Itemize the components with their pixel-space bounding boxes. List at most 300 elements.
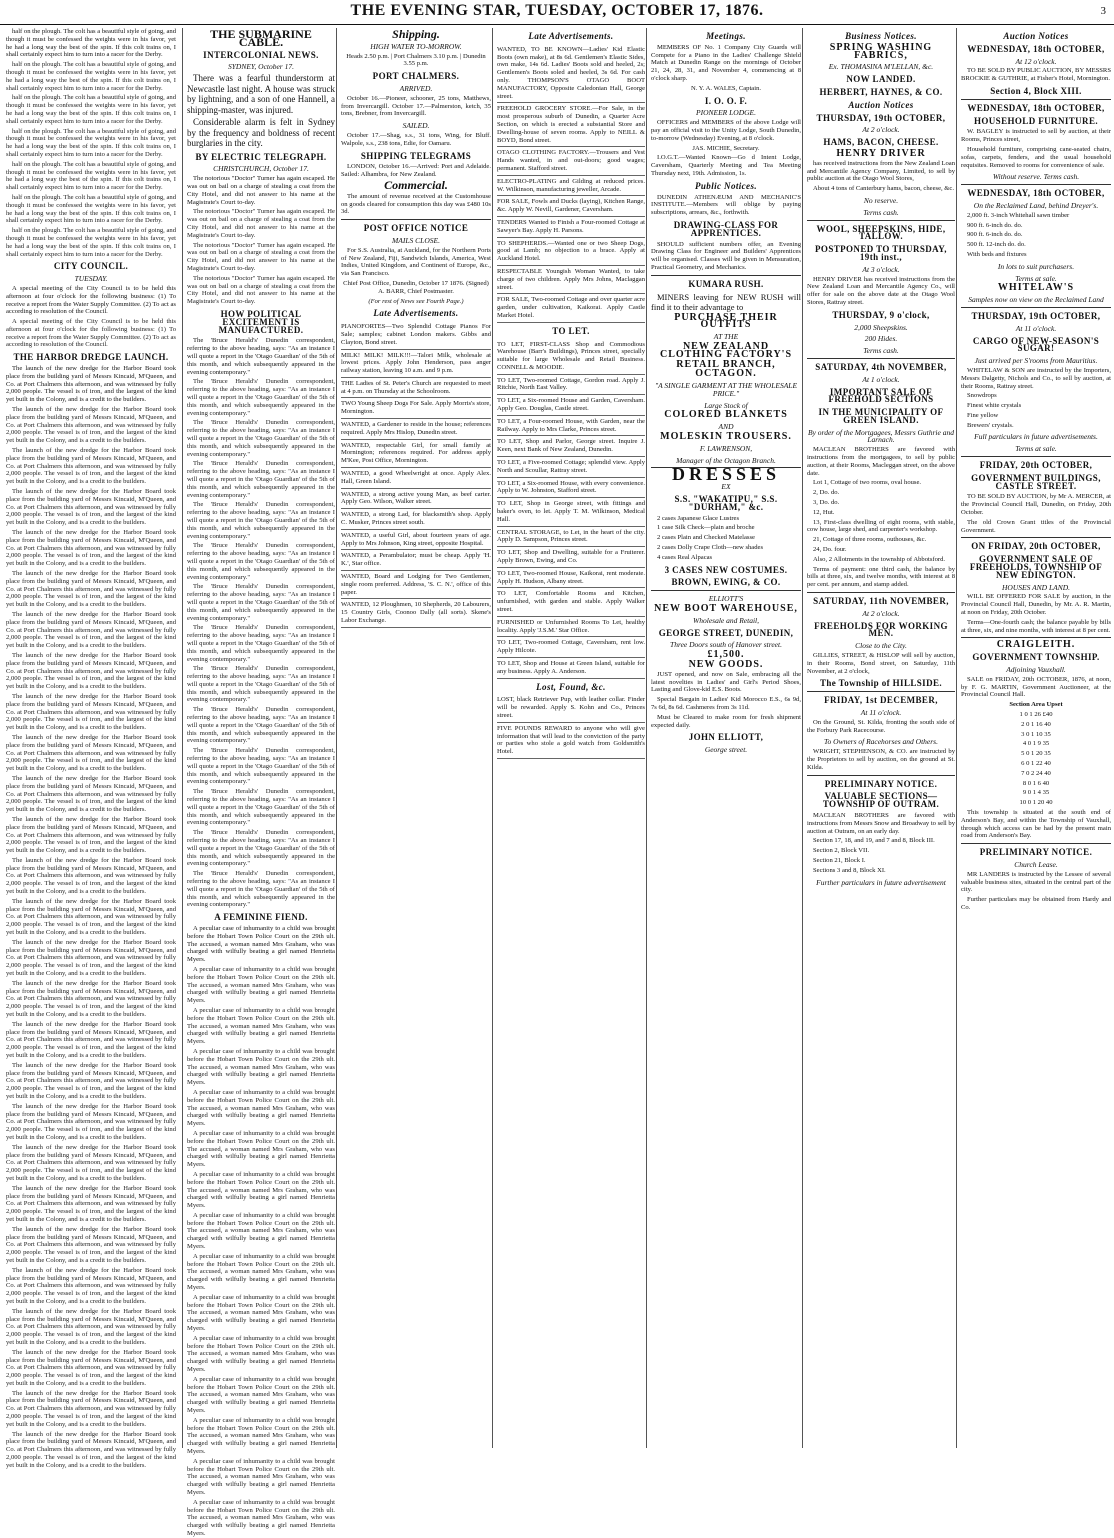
miners-text: MINERS leaving for NEW RUSH will find it to their advantage to <box>651 291 801 312</box>
at-the: AT THE <box>713 332 739 342</box>
divider <box>961 637 1111 638</box>
divider <box>961 307 1111 308</box>
port-chalmers-heading: PORT CHALMERS. <box>372 71 460 82</box>
cleared-notice: Must be Cleared to make room for fresh shipment expected daily. <box>651 713 801 729</box>
racecourse-text: On the Ground, St. Kilda, fronting the south side of the Forbury Park Racecourse. <box>807 718 955 734</box>
church-lease: Church Lease. <box>1014 859 1058 869</box>
launch-text-cont: The launch of the new dredge for the Harbor Board took place from the building yard of Messrs Kincaid, M'Queen, and Co. at Port Chalmers this afternoon, and was witnessed by fully 2,000 people. The vessel is of iron, and the largest of the kind yet built in the Colony, and is a credit to the builders. <box>6 1061 176 1100</box>
amount: £1,500. <box>707 649 745 661</box>
postmaster-signature: Chief Post Office, Dunedin, October 17 1876. (Signed) A. BARR, Chief Postmaster. <box>343 279 489 295</box>
divider <box>807 592 955 593</box>
newspaper-columns <box>6 27 1111 1537</box>
athenaeum-notice: DUNEDIN ATHENÆUM AND MECHANIC'S INSTITUTE.—Members will oblige by paying subscriptions, arrears, &c., forthwith. <box>651 193 801 217</box>
launch-text-cont: The launch of the new dredge for the Harbor Board took place from the building yard of Messrs Kincaid, M'Queen, and Co. at Port Chalmers this afternoon, and was witnessed by fully 2,000 people. The vessel is of iron, and the largest of the kind yet built in the Colony, and is a credit to the builders. <box>6 529 176 568</box>
classified-ad: FREEHOLD GROCERY STORE.—For Sale, in the most prosperous suburb of Dunedin, a Quarter Acre Section, on which is erected a substantial Store and Dwelling-house of seven rooms. Apply to NEILL & BOYD, Bond street. <box>497 103 645 147</box>
sheepskins: 2,000 Sheepskins. <box>854 322 908 332</box>
drawing-class-heading: DRAWING-CLASS FOR APPRENTICES. <box>673 219 779 238</box>
public-auction-text: TO BE SOLD BY PUBLIC AUCTION, BY MESSRS BROCKIE & GUTHRIE, at Fisher's Hotel, Mornington. <box>961 67 1111 83</box>
sale-friday-text: SALE on FRIDAY, 20th OCTOBER, 1876, at noon, by F. G. MARTIN, Government Auctioneer, at the Provincial Council Hall. <box>961 675 1111 699</box>
auction-time: At 2 o'clock. <box>862 608 900 618</box>
christchurch-text-cont: The notorious "Doctor" Turner has again escaped. He was out on bail on a charge of stealing a coat from the City Hotel, and did not answer to his name at the Magistrate's Court to-day. <box>187 208 335 239</box>
racing-notes-cont: half on the plough. The colt has a beautiful style of going, and though it must be confessed the weights were in his favor, yet he had a long way the best of the spin. If this colt trains on, I shall certainly expect him to turn into a racer for the Derby. <box>6 160 176 192</box>
tide-table: Heads 2.50 p.m. | Port Chalmers 3.10 p.m. | Dunedin 3.55 p.m. <box>346 52 486 68</box>
to-let-ad: FURNISHED or Unfurnished Rooms To Let, healthy locality. Apply 'J.S.M.' Star Office. <box>497 617 645 638</box>
classified-ad: FOR SALE, Fowls and Ducks (laying), Kitchen Range, &c. Apply W. Nevill, Gardener, Caversham. <box>497 196 645 217</box>
fiend-text-cont: A peculiar case of inhumanity to a child was brought before the Hobart Town Police Court on the 29th ult. The accused, a woman named Mrs Graham, who was charged with wilfully beating a girl named Henrietta Myers. <box>187 1211 335 1251</box>
large-stock: Large Stock of <box>704 400 748 410</box>
classified-ad: THE Ladies of St. Peter's Church are requested to meet at 4 p.m. on Thursday at the Schoolroom. <box>341 378 491 399</box>
political-text-cont: The 'Bruce Herald's' Dunedin correspondent, referring to the above heading, says: "As an instance I will quote a report in the 'Otago Guardian' of the 5th of this month, and which subsequently appeared in the evening contemporary." <box>187 583 335 622</box>
classified-ad: WANTED, TO BE KNOWN—Ladies' Kid Elastic Boots (own make), at 8s 6d. Gentlemen's Elastic Sides, own make, 14s 6d. Ladies' Boots sold and heeled, 2s; Gentlemen's Boots soled and heeled, 3s 6d. For cash only. THOMPSON'S OTAGO BOOT MANUFACTORY, Opposite Caledonian Hall, George street. <box>497 44 645 104</box>
bagley-text: W. BAGLEY is instructed to sell by auction, at their Rooms, Princes street, <box>961 128 1111 144</box>
auction-time: At 11 o'clock. <box>860 708 902 717</box>
furniture-text: Household furniture, comprising cane-seated chairs, sofas, carpets, fenders, and the usual household requisites. Removed to rooms for convenience of sale. <box>961 145 1111 169</box>
political-text-cont: The 'Bruce Herald's' Dunedin correspondent, referring to the above heading, says: "As an instance I will quote a report in the 'Otago Guardian' of the 5th of this month, and which subsequently appeared in the evening contemporary." <box>187 419 335 458</box>
launch-text-cont: The launch of the new dredge for the Harbor Board took place from the building yard of Messrs Kincaid, M'Queen, and Co. at Port Chalmers this afternoon, and was witnessed by fully 2,000 people. The vessel is of iron, and the largest of the kind yet built in the Colony, and is a credit to the builders. <box>6 1430 176 1469</box>
fiend-text-cont: A peculiar case of inhumanity to a child was brought before the Hobart Town Police Court on the 29th ult. The accused, a woman named Mrs Graham, who was charged with wilfully beating a girl named Henrietta Myers. <box>187 1129 335 1169</box>
dress-item: 1 case Silk Check—plain and broche <box>657 524 755 532</box>
council-text-cont: A special meeting of the City Council is to be held this afternoon at four o'clock for the following business: (1) To receive a report from the Water Supply Committee. (2) To act as according to resolution of the Council. <box>6 318 176 349</box>
auction-date: FRIDAY, 20th OCTOBER, <box>979 460 1093 471</box>
launch-text-cont: The launch of the new dredge for the Harbor Board took place from the building yard of Messrs Kincaid, M'Queen, and Co. at Port Chalmers this afternoon, and was witnessed by fully 2,000 people. The vessel is of iron, and the largest of the kind yet built in the Colony, and is a credit to the builders. <box>6 447 176 486</box>
drawing-class-text: SHOULD sufficient numbers offer, an Evening Drawing Class for Engineer and Builders' Apprentices will be organised. Classes will be given in Mensuration, Practical Geometry, and Mechanics. <box>651 240 801 271</box>
masthead <box>0 0 1114 25</box>
political-text-cont: The 'Bruce Herald's' Dunedin correspondent, referring to the above heading, says: "As an instance I will quote a report in the 'Otago Guardian' of the 5th of this month, and which subsequently appeared in the evening contemporary." <box>187 542 335 581</box>
fiend-text-cont: A peculiar case of inhumanity to a child was brought before the Hobart Town Police Court on the 29th ult. The accused, a woman named Mrs Graham, who was charged with wilfully beating a girl named Henrietta Myers. <box>187 1006 335 1046</box>
sections-table-row: 3 0 1 10 35 <box>1021 730 1051 738</box>
terms-at-sale: Terms at sale. <box>1015 273 1057 283</box>
owners-racehorses: To Owners of Racehorses and Others. <box>824 737 938 747</box>
sale-lot: 2, Do. do. <box>813 489 840 497</box>
household-furniture: HOUSEHOLD FURNITURE. <box>973 115 1098 126</box>
further-particulars: Further particulars in future advertisement <box>816 877 946 887</box>
and-text: AND <box>718 422 734 432</box>
terms-payment: Terms of payment: one third cash, the balance by bills at three, six, and twelve months, with interest at 8 per cent. per annum, and stamp added. <box>807 565 955 589</box>
dress-item: 2 cases Japanese Glace Lustres <box>657 514 740 522</box>
launch-text-cont: The launch of the new dredge for the Harbor Board took place from the building yard of Messrs Kincaid, M'Queen, and Co. at Port Chalmers this afternoon, and was witnessed by fully 2,000 people. The vessel is of iron, and the largest of the kind yet built in the Colony, and is a credit to the builders. <box>6 1184 176 1223</box>
offered-text: WILL BE OFFERED FOR SALE by auction, in the Provincial Council Hall, Dunedin, by Mr. A. R. Martin, at noon on Friday, 20th October. <box>961 593 1111 617</box>
to-let-ad: TO LET, Shop and House at Green Island, suitable for any business. Apply A. Anderson. <box>497 658 645 679</box>
racing-notes-cont: half on the plough. The colt has a beautiful style of going, and though it must be confessed the weights were in his favor, yet he had a long way the best of the spin. If this colt trains on, I shall certainly expect him to turn into a racer for the Derby. <box>6 94 176 125</box>
crown-grants-text: The old Crown Grant titles of the Provincial Government. <box>961 518 1111 534</box>
purchase-outfits: PURCHASE THEIR OUTFITS <box>674 311 778 331</box>
manager-title: Manager of the Octagon Branch. <box>676 455 776 465</box>
political-text-cont: The 'Bruce Herald's' Dunedin correspondent, referring to the above heading, says: "As an instance I will quote a report in the 'Otago Guardian' of the 5th of this month, and which subsequently appeared in the evening contemporary." <box>187 501 335 540</box>
to-let-ad: TO LET, Two-roomed House, Kaikorai, rent moderate. Apply H. Hudson, Albany street. <box>497 568 645 589</box>
fiend-text: A peculiar case of inhumanity to a child was brought before the Hobart Town Police Court on the 29th ult. The accused, a woman named Mrs Graham, who was charged with wilfully beating a girl named Henrietta Myers. <box>187 925 335 964</box>
heading-feminine-fiend: A FEMININE FIEND. <box>214 912 308 923</box>
heading-submarine-cable: THE SUBMARINE CABLE. <box>210 27 312 49</box>
whitelaw-text: WHITELAW & SON are instructed by the Importers, Messrs Dalgetty, Nichols and Co., to sell by auction, at their Rooms, Rattray street. <box>961 366 1111 390</box>
close-to-city: Close to the City. <box>855 641 907 651</box>
arrivals-text: October 16.—Pioneer, schooner, 25 tons, Matthews, from Invercargill. October 17.—Palmerston, ketch, 35 tons, Brebner, from Invercargill. <box>341 94 491 118</box>
sections-table-row: 5 0 1 20 35 <box>1021 750 1051 758</box>
terms-text: Terms—One-fourth cash; the balance payable by bills at three, six, and nine months, with interest at 8 per cent. <box>961 618 1111 634</box>
auction-time: At 1 o'clock. <box>862 374 900 384</box>
mails-close-heading: MAILS CLOSE. <box>392 235 440 245</box>
wool-heading: WOOL, SHEEPSKINS, HIDE, TALLOW. <box>816 223 946 242</box>
timber-lot: 2,000 ft. 3-inch Whitehall sawn timber <box>967 211 1070 219</box>
divider <box>341 219 491 220</box>
government-township: GOVERNMENT TOWNSHIP. <box>972 652 1100 663</box>
divider <box>651 275 801 276</box>
divider <box>807 775 955 776</box>
to-let-ad: TO LET, Two-roomed Cottage, Gordon road. Apply J. Ritchie, North East Valley. <box>497 375 645 396</box>
heading-telegraph: BY ELECTRIC TELEGRAPH. <box>195 151 327 162</box>
public-notices-heading: Public Notices. <box>695 180 757 191</box>
nz-clothing-factory: NEW ZEALAND CLOTHING FACTORY'S <box>659 340 793 360</box>
to-let-ad: TO LET, Shop in George street, with fittings and baker's oven, to let. Apply T. M. Wilkinson, Medical Hall. <box>497 498 645 526</box>
divider <box>807 691 955 692</box>
fiend-text-cont: A peculiar case of inhumanity to a child was brought before the Hobart Town Police Court on the 29th ult. The accused, a woman named Mrs Graham, who was charged with wilfully beating a girl named Henrietta Myers. <box>187 1334 335 1374</box>
ships-list: S.S. "WAKATIPU," S.S. "DURHAM," &c. <box>674 494 778 512</box>
wright-text: WRIGHT, STEPHENSON, & CO. are instructed by the Proprietors to sell by auction, on the ground at St. Kilda. <box>807 748 955 771</box>
fiend-text-cont: A peculiar case of inhumanity to a child was brought before the Hobart Town Police Court on the 29th ult. The accused, a woman named Mrs Graham, who was charged with wilfully beating a girl named Henrietta Myers. <box>187 1170 335 1210</box>
column-1 <box>6 28 176 1469</box>
township-text: This township is situated at the south end of Anderson's Bay, and within the Township of Vauxhall, through which access can be had by the present main road from Anderson's Bay. <box>961 808 1111 840</box>
auction-time: At 3 o'clock. <box>862 264 900 274</box>
city-guards-notice: MEMBERS OF No. 1 Company City Guards will Compete for a Piano in the Ladies' Challenge Shield Match at Dunedin Range on the mornings of October 21, 24, 28, 31, and November 4, commencing at 8 o'clock sharp. <box>651 43 801 82</box>
racing-notes: half on the plough. The colt has a beautiful style of going, and though it must be confessed the weights were in his favor, yet he had a long way the best of the spin. If this colt trains on, I shall certainly expect him to turn into a racer for the Derby. <box>6 28 176 59</box>
to-let-ad: TO LET, Shop and Dwelling, suitable for a Fruiterer. Apply Brown, Ewing, and Co. <box>497 547 645 568</box>
heading-commercial: Commercial. <box>384 177 448 192</box>
divider <box>961 537 1111 538</box>
launch-text-cont: The launch of the new dredge for the Harbor Board took place from the building yard of Messrs Kincaid, M'Queen, and Co. at Port Chalmers this afternoon, and was witnessed by fully 2,000 people. The vessel is of iron, and the largest of the kind yet built in the Colony, and is a credit to the builders. <box>6 897 176 937</box>
fiend-text-cont: A peculiar case of inhumanity to a child was brought before the Hobart Town Police Court on the 29th ult. The accused, a woman named Mrs Graham, who was charged with wilfully beating a girl named Henrietta Myers. <box>187 1375 335 1415</box>
meetings-heading: Meetings. <box>706 31 746 41</box>
launch-text-cont: The launch of the new dredge for the Harbor Board took place from the building yard of Messrs Kincaid, M'Queen, and Co. at Port Chalmers this afternoon, and was witnessed by fully 2,000 people. The vessel is of iron, and the largest of the kind yet built in the Colony, and is a credit to the builders. <box>6 1389 176 1428</box>
heading-dredge-launch: THE HARBOR DREDGE LAUNCH. <box>13 352 169 363</box>
launch-text-cont: The launch of the new dredge for the Harbor Board took place from the building yard of Messrs Kincaid, M'Queen, and Co. at Port Chalmers this afternoon, and was witnessed by fully 2,000 people. The vessel is of iron, and the largest of the kind yet built in the Colony, and is a credit to the builders. <box>6 1020 176 1060</box>
racing-notes-cont: half on the plough. The colt has a beautiful style of going, and though it must be confessed the weights were in his favor, yet he had a long way the best of the spin. If this colt trains on, I shall certainly expect him to turn into a racer for the Derby. <box>6 61 176 92</box>
to-let-ad: CENTRAL STORAGE, to Let, in the heart of the city. Apply D. Sampson, Princes street. <box>497 527 645 548</box>
classified-ad: WANTED, a Perambulator; must be cheap. Apply 'H. K.', Star office. <box>341 550 491 571</box>
launch-text-cont: The launch of the new dredge for the Harbor Board took place from the building yard of Messrs Kincaid, M'Queen, and Co. at Port Chalmers this afternoon, and was witnessed by fully 2,000 people. The vessel is of iron, and the largest of the kind yet built in the Colony, and is a credit to the builders. <box>6 610 176 650</box>
section-item: Section 21, Block I. <box>813 856 866 864</box>
auction-date: SATURDAY, 11th NOVEMBER, <box>813 596 949 607</box>
sale-lot: 13, First-class dwelling of eight rooms, with stable, cow house, large shed, and carpenter's workshop. <box>807 518 955 534</box>
auction-date: WEDNESDAY, 18th OCTOBER, <box>967 102 1105 113</box>
to-let-ad: TO LET, a Six-roomed House, with every convenience. Apply to W. Johnston, Stafford street. <box>497 478 645 499</box>
terms-at-sale: Terms at sale. <box>1015 444 1057 454</box>
launch-text-cont: The launch of the new dredge for the Harbor Board took place from the building yard of Messrs Kincaid, M'Queen, and Co. at Port Chalmers this afternoon, and was witnessed by fully 2,000 people. The vessel is of iron, and the largest of the kind yet built in the Colony, and is a credit to the builders. <box>6 1307 176 1346</box>
classified-ad: RESPECTABLE Youngish Woman Wanted, to take charge of two children. Apply Mrs Johns, Maclaggan street. <box>497 266 645 294</box>
reclaimed-land: On the Reclaimed Land, behind Dreyer's. <box>973 200 1099 210</box>
council-text: A special meeting of the City Council is to be held this afternoon at four o'clock for the following business: (1) To receive a report from the Water Supply Committee. (2) To act as according to resolution of the Council. <box>6 284 176 316</box>
sailed-text: October 17.—Shag, s.s., 31 tons, Wing, for Bluff. Walpole, s.s., 238 tons, Edie, for Oamaru. <box>341 131 491 147</box>
shipping-telegrams-heading: SHIPPING TELEGRAMS <box>360 150 472 161</box>
divider <box>807 358 955 359</box>
section-item: Sections 3 and 8, Block XI. <box>813 866 886 874</box>
classified-ad: TO SHEPHERDS.—Wanted one or two Sheep Dogs, good at Lamb; no objection to a brace. Apply at Auckland Hotel. <box>497 238 645 266</box>
heading-city-council: CITY COUNCIL. <box>53 261 129 272</box>
column-3 <box>336 28 491 1448</box>
divider <box>651 590 801 591</box>
classified-ad: WANTED, a strong Lad, for blacksmith's shop. Apply C. Musker, Princes street south. <box>341 509 491 530</box>
auction-date: THURSDAY, 19th OCTOBER, <box>816 112 946 123</box>
heading-political-excitement: HOW POLITICAL EXCITEMENT IS MANUFACTURED. <box>218 309 304 335</box>
maclean-text: MACLEAN BROTHERS are favored with instructions from the mortgagees, to sell by public auction, at their Rooms, Macleggan street, on the above date. <box>807 446 955 477</box>
auction-time: At 2 o'clock. <box>862 125 900 135</box>
political-text-cont: The 'Bruce Herald's' Dunedin correspondent, referring to the above heading, says: "As an instance I will quote a report in the 'Otago Guardian' of the 5th of this month, and which subsequently appeared in the evening contemporary." <box>187 788 335 827</box>
to-let-ad: TO LET, a Five-roomed Cottage; splendid view. Apply North and Scoullar, Rattray street. <box>497 457 645 478</box>
sale-lot: 21, Cottage of three rooms, outhouses, &c. <box>813 536 927 544</box>
lot-hams: About 4 tons of Canterbury hams, bacon, cheese, &c. <box>813 185 954 193</box>
john-elliott: JOHN ELLIOTT, <box>688 732 764 743</box>
gillies-text: GILLIES, STREET, & HISLOP will sell by auction, in their Rooms, Bond street, on Saturday, 11th November, at 2 o'clock, <box>807 652 955 675</box>
launch-text-cont: The launch of the new dredge for the Harbor Board took place from the building yard of Messrs Kincaid, M'Queen, and Co. at Port Chalmers this afternoon, and was witnessed by fully 2,000 people. The vessel is of iron, and the largest of the kind yet built in the Colony, and is a credit to the builders. <box>6 488 176 527</box>
preliminary-notice: PRELIMINARY NOTICE. <box>824 778 938 789</box>
henry-driver: HENRY DRIVER <box>836 147 926 159</box>
octagon: OCTAGON. <box>695 368 757 380</box>
sections-table-row: 9 0 1 4 35 <box>1022 789 1050 797</box>
launch-text-cont: The launch of the new dredge for the Harbor Board took place from the building yard of Messrs Kincaid, M'Queen, and Co. at Port Chalmers this afternoon, and was witnessed by fully 2,000 people. The vessel is of iron, and the largest of the kind yet built in the Colony, and is a credit to the builders. <box>6 1143 176 1182</box>
sale-lot: Also, 2 Allotments in the township of Abbotsford. <box>813 555 946 563</box>
racing-notes-cont: half on the plough. The colt has a beautiful style of going, and though it must be confessed the weights were in his favor, yet he had a long way the best of the spin. If this colt trains on, I shall certainly expect him to turn into a racer for the Derby. <box>6 193 176 225</box>
samples-on-view: Samples now on view on the Reclaimed Land <box>968 295 1104 305</box>
council-subhead: TUESDAY. <box>74 274 108 284</box>
to-let-ad: TO LET, Shop and Parlor, George street. Inquire J. Keen, next Bank of New Zealand, Dunedin. <box>497 436 645 457</box>
launch-text-cont: The launch of the new dredge for the Harbor Board took place from the building yard of Messrs Kincaid, M'Queen, and Co. at Port Chalmers this afternoon, and was witnessed by fully 2,000 people. The vessel is of iron, and the largest of the kind yet built in the Colony, and is a credit to the builders. <box>6 1102 176 1141</box>
hillside-township: The Township of HILLSIDE. <box>819 678 943 689</box>
sections-table-row: 2 0 1 16 40 <box>1021 720 1051 728</box>
sections-table-header: Section Area Upset <box>1009 701 1063 709</box>
post-office-heading: POST OFFICE NOTICE <box>363 223 469 234</box>
government-sale: GOVERNMENT SALE OF FREEHOLDS, TOWNSHIP OF NEW EDINGTON. <box>969 554 1103 580</box>
sold-auction-text: TO BE SOLD BY AUCTION, by Mr A. MERCER, at the Provincial Council Hall, Dunedin, on Friday, 20th October. <box>961 493 1111 517</box>
auction-date: WEDNESDAY, 18th OCTOBER, <box>967 43 1105 54</box>
lost-ad: LOST, black Retriever Pup, with leather collar. Finder will be rewarded. Apply S. Kohn and Co., Princes street. <box>497 694 645 722</box>
lodge-signature: JAS. MICHIE, Secretary. <box>692 144 760 152</box>
divider <box>807 220 955 221</box>
political-text-cont: The 'Bruce Herald's' Dunedin correspondent, referring to the above heading, says: "As an instance I will quote a report in the 'Otago Guardian' of the 5th of this month, and which subsequently appeared in the evening contemporary." <box>187 870 335 909</box>
maclean-text-2: MACLEAN BROTHERS are favored with instructions from Messrs Snow and Broadway to sell by auction at Outram, on an early day. <box>807 811 955 835</box>
launch-text-cont: The launch of the new dredge for the Harbor Board took place from the building yard of Messrs Kincaid, M'Queen, and Co. at Port Chalmers this afternoon, and was witnessed by fully 2,000 people. The vessel is of iron, and the largest of the kind yet built in the Colony, and is a credit to the builders. <box>6 651 176 691</box>
column-6 <box>802 28 955 1448</box>
preliminary-notice: PRELIMINARY NOTICE. <box>979 847 1093 858</box>
postponed-date: POSTPONED TO THURSDAY, 19th inst., <box>815 244 947 262</box>
telegrams-text: LONDON, October 16.—Arrived: Port and Adelaide. Sailed: Alhambra, for New Zealand. <box>341 163 491 179</box>
terms-cash: Terms cash. <box>863 207 899 217</box>
launch-text-cont: The launch of the new dredge for the Harbor Board took place from the building yard of Messrs Kincaid, M'Queen, and Co. at Port Chalmers this afternoon, and was witnessed by fully 2,000 people. The vessel is of iron, and the largest of the kind yet built in the Colony, and is a credit to the builders. <box>6 815 176 855</box>
sydney-text: There was a fearful thunderstorm at Newcastle last night. A house was struck by lightning, and a son of one Hannell, a shipping-master, was injured. <box>187 73 335 115</box>
launch-text-cont: The launch of the new dredge for the Harbor Board took place from the building yard of Messrs Kincaid, M'Queen, and Co. at Port Chalmers this afternoon, and was witnessed by fully 2,000 people. The vessel is of iron, and the largest of the kind yet built in the Colony, and is a credit to the builders. <box>6 979 176 1019</box>
fiend-text-cont: A peculiar case of inhumanity to a child was brought before the Hobart Town Police Court on the 29th ult. The accused, a woman named Mrs Graham, who was charged with wilfully beating a girl named Henrietta Myers. <box>187 1088 335 1128</box>
auction-date: ON FRIDAY, 20th OCTOBER, <box>971 541 1101 552</box>
political-text-cont: The 'Bruce Herald's' Dunedin correspondent, referring to the above heading, says: "As an instance I will quote a report in the 'Otago Guardian' of the 5th of this month, and which subsequently appeared in the evening contemporary." <box>187 747 335 786</box>
launch-text-cont: The launch of the new dredge for the Harbor Board took place from the building yard of Messrs Kincaid, M'Queen, and Co. at Port Chalmers this afternoon, and was witnessed by fully 2,000 people. The vessel is of iron, and the largest of the kind yet built in the Colony, and is a credit to the builders. <box>6 856 176 896</box>
hides: 200 Hides. <box>864 334 898 344</box>
ex-ships: Ex. THOMASINA M'LELLAN, &c. <box>828 62 934 72</box>
launch-text-cont: The launch of the new dredge for the Harbor Board took place from the building yard of Messrs Kincaid, M'Queen, and Co. at Port Chalmers this afternoon, and was witnessed by fully 2,000 people. The vessel is of iron, and the largest of the kind yet built in the Colony, and is a credit to the builders. <box>6 692 176 732</box>
section-item: Section 17, 18, and 19, and 7 and 8, Block III. <box>813 837 935 845</box>
herbert-haynes: HERBERT, HAYNES, & CO. <box>819 86 943 97</box>
timber-lot: 500 ft. 12-inch do. do. <box>967 241 1026 249</box>
section-block: Section 4, Block XIII. <box>990 85 1082 96</box>
boot-warehouse: NEW BOOT WAREHOUSE, <box>654 603 798 615</box>
sections-table-row: 6 0 1 22 40 <box>1021 759 1051 767</box>
fiend-text-cont: A peculiar case of inhumanity to a child was brought before the Hobart Town Police Court on the 29th ult. The accused, a woman named Mrs Graham, who was charged with wilfully beating a girl named Henrietta Myers. <box>187 1293 335 1333</box>
sailed-heading: SAILED. <box>402 121 430 131</box>
spring-fabrics: SPRING WASHING FABRICS, <box>829 41 933 61</box>
city-guards-signature: N. Y. A. WALES, Captain. <box>690 84 762 92</box>
wholesale-retail: Wholesale and Retail, <box>692 615 760 625</box>
fiend-text-cont: A peculiar case of inhumanity to a child was brought before the Hobart Town Police Court on the 29th ult. The accused, a woman named Mrs Graham, who was charged with wilfully beating a girl named Henrietta Myers. <box>187 1252 335 1292</box>
sections-table-row: 8 0 1 6 40 <box>1022 779 1050 787</box>
timber-lot: With beds and fixtures <box>967 250 1027 258</box>
dress-item: 2 cases Dolly Crape Cloth—new shades <box>657 544 764 552</box>
george-street-2: George street. <box>704 745 748 755</box>
moleskin-trousers: MOLESKIN TROUSERS. <box>660 431 792 443</box>
sale-lot: Lot 1, Cottage of two rooms, oval house. <box>813 479 922 487</box>
timber-lot: 900 ft. 6-inch do. do. <box>967 221 1023 229</box>
new-goods: NEW GOODS. <box>688 659 764 671</box>
auction-time: At 11 o'clock. <box>1015 323 1057 333</box>
three-doors: Three Doors south of Hanover street. <box>670 640 782 650</box>
sugar-item: Finest white crystals <box>967 402 1022 410</box>
sugar-item: Brewers' crystals. <box>967 421 1014 429</box>
fiend-text-cont: A peculiar case of inhumanity to a child was brought before the Hobart Town Police Court on the 29th ult. The accused, a woman named Mrs Graham, who was charged with wilfully beating a girl named Henrietta Myers. <box>187 1047 335 1087</box>
retail-branch: RETAIL BRANCH, <box>676 358 776 370</box>
ex-text: EX <box>721 482 731 492</box>
political-text-cont: The 'Bruce Herald's' Dunedin correspondent, referring to the above heading, says: "As an instance I will quote a report in the 'Otago Guardian' of the 5th of this month, and which subsequently appeared in the evening contemporary." <box>187 624 335 663</box>
auction-time: At 12 o'clock. <box>1015 56 1057 66</box>
classified-ad: WANTED, respectable Girl, for small family at Mornington; references required. For address apply M'Kee, Post Office, Mornington. <box>341 440 491 468</box>
lots-to-suit: In lots to suit purchasers. <box>997 261 1075 271</box>
further-particulars: Further particulars may be obtained from Hardy and Co. <box>961 896 1111 911</box>
sale-lot: 12, Hut. <box>813 508 835 516</box>
no-reserve: No reserve. <box>863 195 899 205</box>
adjoining-vauxhall: Adjoining Vauxhall. <box>1006 665 1066 675</box>
launch-text-cont: The launch of the new dredge for the Harbor Board took place from the building yard of Messrs Kincaid, M'Queen, and Co. at Port Chalmers this afternoon, and was witnessed by fully 2,000 people. The vessel is of iron, and the largest of the kind yet built in the Colony, and is a credit to the builders. <box>6 733 176 773</box>
christchurch-text-cont: The notorious "Doctor" Turner has again escaped. He was out on bail on a charge of stealing a coat from the City Hotel, and did not answer to his name at the Magistrate's Court to-day. <box>187 274 335 306</box>
launch-text-cont: The launch of the new dredge for the Harbor Board took place from the building yard of Messrs Kincaid, M'Queen, and Co. at Port Chalmers this afternoon, and was witnessed by fully 2,000 people. The vessel is of iron, and the largest of the kind yet built in the Colony, and is a credit to the builders. <box>6 938 176 978</box>
to-let-ad: TO LET, a Four-roomed House, with Garden, near the Railway. Apply to Mrs Clarke, Princes street. <box>497 416 645 437</box>
classified-ad: TWO Young Sheep Dogs For Sale. Apply Morris's store, Mornington. <box>341 398 491 419</box>
auction-date: FRIDAY, 1st DECEMBER, <box>824 695 938 706</box>
sale-lot: 24, Do. four. <box>813 546 847 554</box>
full-particulars: Full particulars in future advertisements. <box>974 432 1098 442</box>
government-buildings: GOVERNMENT BUILDINGS, CASTLE STREET. <box>971 472 1101 491</box>
iogt-notice: I.O.G.T.—Wanted Known—Go d Intent Lodge, Caversham, Quarterly Meeting and Tea Meeting Thursday next, 19th. Admission, 1s. <box>651 154 801 177</box>
classified-ad: WANTED, a good Wheelwright at once. Apply Alex. Hall, Green Island. <box>341 468 491 489</box>
arrived-heading: ARRIVED. <box>399 83 433 93</box>
dresses-heading: DRESSES <box>671 464 781 485</box>
section-item: Section 2, Block VII. <box>813 847 870 855</box>
landers-text: MR LANDERS is instructed by the Lessee of several valuable business sites, situated in the central part of the city. <box>961 870 1111 894</box>
lost-found-heading: Lost, Found, &c. <box>536 681 606 692</box>
column-2 <box>182 27 335 1537</box>
freeholds-working-men: FREEHOLDS FOR WORKING MEN. <box>814 620 948 639</box>
auction-notices-heading: Auction Notices <box>1003 31 1069 41</box>
whitelaws: WHITELAW'S <box>997 282 1075 294</box>
to-let-ad: TO LET, a Six-roomed House and Garden, Caversham. Apply Geo. Douglas, Castle street. <box>497 395 645 416</box>
houses-and-land: HOUSES AND LAND. <box>1002 582 1070 592</box>
sections-table-row: 4 0 1 9 35 <box>1022 740 1050 748</box>
fiend-text-cont: A peculiar case of inhumanity to a child was brought before the Hobart Town Police Court on the 29th ult. The accused, a woman named Mrs Graham, who was charged with wilfully beating a girl named Henrietta Myers. <box>187 1457 335 1496</box>
auction-date: THURSDAY, 19th OCTOBER, <box>971 310 1101 321</box>
divider <box>961 99 1111 100</box>
dress-item: 2 cases Plain and Checked Matelasse <box>657 534 755 542</box>
launch-text-cont: The launch of the new dredge for the Harbor Board took place from the building yard of Messrs Kincaid, M'Queen, and Co. at Port Chalmers this afternoon, and was witnessed by fully 2,000 people. The vessel is of iron, and the largest of the kind yet built in the Colony, and is a credit to the builders. <box>6 774 176 814</box>
special-bargain: Special Bargain in Ladies' Kid Morocco E.S., 6s 9d, 7s 6d, 8s 6d. Cashmeres from 3s 11d. <box>651 696 801 711</box>
sugar-item: Fine yellow <box>967 411 999 419</box>
column-5 <box>646 28 801 1448</box>
late-ads-heading: Late Advertisements. <box>528 31 614 41</box>
george-street-address: GEORGE STREET, DUNEDIN, <box>658 627 794 638</box>
newspaper-title: THE EVENING STAR, TUESDAY, OCTOBER 17, 1876. <box>350 2 764 19</box>
pioneer-lodge: PIONEER LODGE. <box>696 108 756 118</box>
classified-ad: WANTED, a useful Girl, about fourteen years of age. Apply to Mrs Johnson, King street, opposite Hospital. <box>341 530 491 551</box>
column-4 <box>492 28 645 1448</box>
heading-intercolonial: INTERCOLONIAL NEWS. <box>203 49 319 60</box>
classified-ad: PIANOFORTES—Two Splendid Cottage Pianos For Sale; samples; cabinet London makers. Gibbs and Clayton, Bond street. <box>341 321 491 349</box>
classified-ad: WANTED, 12 Ploughmen, 10 Shepherds, 20 Labourers, 15 Country Girls, Coonoo Dally (all sorts). Skene's Labor Exchange. <box>341 599 491 627</box>
political-text: The 'Bruce Herald's' Dunedin correspondent, referring to the above heading, says: "As an instance I will quote a report in the 'Otago Guardian' of the 5th of this month, and which subsequently appeared in the evening contemporary." <box>187 337 335 376</box>
timber-lot: 900 ft. 6-inch do. do. <box>967 231 1023 239</box>
launch-text-cont: The launch of the new dredge for the Harbor Board took place from the building yard of Messrs Kincaid, M'Queen, and Co. at Port Chalmers this afternoon, and was witnessed by fully 2,000 people. The vessel is of iron, and the largest of the kind yet built in the Colony, and is a credit to the builders. <box>6 1266 176 1305</box>
racing-notes-cont: half on the plough. The colt has a beautiful style of going, and though it must be confessed the weights were in his favor, yet he had a long way the best of the spin. If this colt trains on, I shall certainly expect him to turn into a racer for the Derby. <box>6 227 176 258</box>
alarm-text: Considerable alarm is felt in Sydney by the frequency and boldness of recent burglaries in the city. <box>187 117 335 149</box>
iooof-heading: I. O. O. F. <box>704 95 748 106</box>
new-costumes: 3 CASES NEW COSTUMES. <box>664 564 788 575</box>
to-let-ad: TO LET, Two-roomed Cottage, Caversham, rent low. Apply Hilcote. <box>497 637 645 658</box>
racing-notes-cont: half on the plough. The colt has a beautiful style of going, and though it must be confessed the weights were in his favor, yet he had a long way the best of the spin. If this colt trains on, I shall certainly expect him to turn into a racer for the Derby. <box>6 127 176 158</box>
political-text-cont: The 'Bruce Herald's' Dunedin correspondent, referring to the above heading, says: "As an instance I will quote a report in the 'Otago Guardian' of the 5th of this month, and which subsequently appeared in the evening contemporary." <box>187 829 335 868</box>
fiend-text-cont: A peculiar case of inhumanity to a child was brought before the Hobart Town Police Court on the 29th ult. The accused, a woman named Mrs Graham, who was charged with wilfully beating a girl named Henrietta Myers. <box>187 1416 335 1455</box>
manager-name: F. LAWRENSON, <box>699 443 753 453</box>
divider <box>961 184 1111 185</box>
sale-lot: 3, Do. do. <box>813 499 840 507</box>
political-text-cont: The 'Bruce Herald's' Dunedin correspondent, referring to the above heading, says: "As an instance I will quote a report in the 'Otago Guardian' of the 5th of this month, and which subsequently appeared in the evening contemporary." <box>187 706 335 745</box>
auction-date: SATURDAY, 4th NOVEMBER, <box>815 361 947 372</box>
outram-sections: VALUABLE SECTIONS—TOWNSHIP OF OUTRAM. <box>822 791 940 810</box>
driver-text-2: HENRY DRIVER has received instructions from the New Zealand Loan and Mercantile Agency Co., will offer for sale on the above date at the Otago Wool Stores, Rattray street. <box>807 275 955 306</box>
elliotts: ELLIOTT'S <box>708 594 744 604</box>
sections-table-row: 1 0 1 26 £40 <box>1019 711 1053 718</box>
important-sale: IMPORTANT SALE OF FREEHOLD SECTIONS <box>828 386 934 405</box>
lost-ad: FIVE POUNDS REWARD to anyone who will give information that will lead to the conviction of the party or parties who stole a gold watch from Goldsmith's Hotel. <box>497 723 645 759</box>
opened-text: JUST opened, and now on Sale, embracing all the latest novelties in Ladies' and Girl's Period Shoes, Lasting and Glove-kid E.S. Boots. <box>651 670 801 694</box>
thursday-time: THURSDAY, 9 o'clock, <box>832 309 930 320</box>
launch-text: The launch of the new dredge for the Harbor Board took place from the building yard of Messrs Kincaid, M'Queen, and Co. at Port Chalmers this afternoon, and was witnessed by fully 2,000 people. The vessel is of iron, and the largest of the kind yet built in the Colony, and is a credit to the builders. <box>6 365 176 404</box>
fiend-text-cont: A peculiar case of inhumanity to a child was brought before the Hobart Town Police Court on the 29th ult. The accused, a woman named Mrs Graham, who was charged with wilfully beating a girl named Henrietta Myers. <box>187 965 335 1005</box>
classified-ad: FOR SALE, Two-roomed Cottage and over quarter acre garden, under cultivation, Kaikorai. Apply Castle Market Hotel. <box>497 294 645 322</box>
just-arrived: Just arrived per S'rooms from Mauritius. <box>974 356 1098 366</box>
launch-text-cont: The launch of the new dredge for the Harbor Board took place from the building yard of Messrs Kincaid, M'Queen, and Co. at Port Chalmers this afternoon, and was witnessed by fully 2,000 people. The vessel is of iron, and the largest of the kind yet built in the Colony, and is a credit to the builders. <box>6 406 176 445</box>
lodge-notice: OFFICERS and MEMBERS of the above Lodge will pay an official visit to the Unity Lodge, South Dunedin, to-morrow (Wednesday) Evening, at 8 o'clock. <box>651 119 801 142</box>
to-let-ad: TO LET, FIRST-CLASS Shop and Commodious Warehouse (Barr's Buildings), Princes street, specially suitable for large Wholesale and Retail Business. CONNELL & MOODIE. <box>497 339 645 375</box>
classified-ad: WANTED, a strong active young Man, as beef carter. Apply Geo. Wilson, Walker street. <box>341 489 491 510</box>
hams-bacon-cheese: HAMS, BACON, CHEESE. <box>823 137 939 148</box>
auction-notices-heading: Auction Notices <box>848 99 914 110</box>
to-let-ad: TO LET, Comfortable Rooms and Kitchen, unfurnished, with garden and stable. Apply Walker street. <box>497 588 645 616</box>
classified-ad: OTAGO CLOTHING FACTORY.—Trousers and Vest Hands wanted, in and out-doors; good wages; permanent. Stafford street. <box>497 147 645 175</box>
column-7 <box>956 28 1111 1448</box>
high-water-heading: HIGH WATER TO-MORROW. <box>370 41 462 51</box>
mails-text: For S.S. Australia, at Auckland, for the Northern Ports of New Zealand, Fiji, Sandwich Islands, America, West Indies, United Kingdom, and Continent of Europe, &c., via San Francisco. <box>341 246 491 278</box>
fiend-text-cont: A peculiar case of inhumanity to a child was brought before the Hobart Town Police Court on the 29th ult. The accused, a woman named Mrs Graham, who was charged with wilfully beating a girl named Henrietta Myers. <box>187 1498 335 1537</box>
single-garment: "A SINGLE GARMENT AT THE WHOLESALE PRICE." <box>654 381 798 398</box>
political-text-cont: The 'Bruce Herald's' Dunedin correspondent, referring to the above heading, says: "As an instance I will quote a report in the 'Otago Guardian' of the 5th of this month, and which subsequently appeared in the evening contemporary." <box>187 460 335 499</box>
sections-table-row: 10 0 1 20 40 <box>1019 799 1053 807</box>
late-ads-heading: Late Advertisements. <box>373 308 459 319</box>
divider <box>961 843 1111 844</box>
heading-shipping: Shipping. <box>392 27 440 41</box>
auction-date: WEDNESDAY, 18th OCTOBER, <box>967 188 1105 199</box>
driver-text: has received instructions from the New Zealand Loan and Mercantile Agency Company, Limited, to sell by public auction at the Otago Wool Stores, <box>807 159 955 183</box>
kumara-rush-heading: KUMARA RUSH. <box>688 278 764 289</box>
